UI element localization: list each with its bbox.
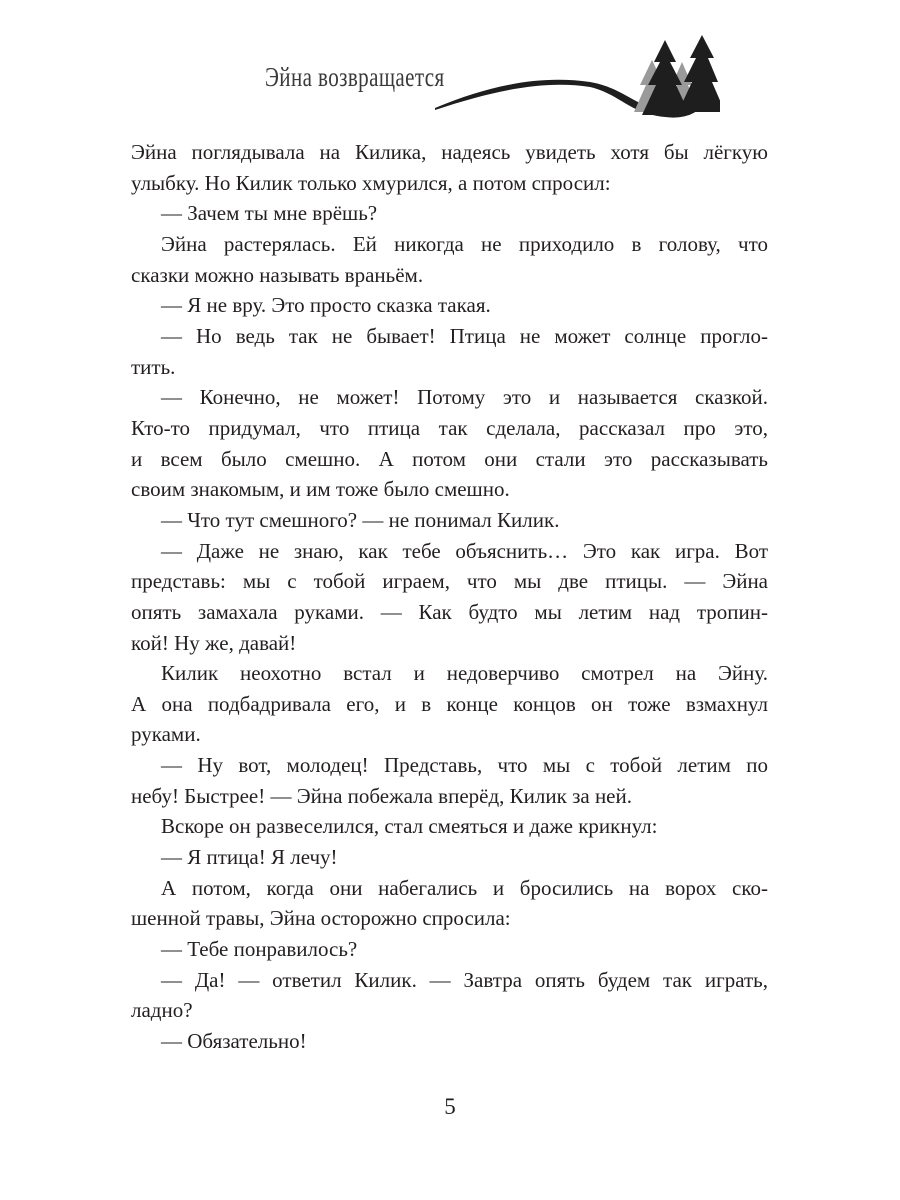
text-line: — Обязательно! <box>161 1029 307 1054</box>
paragraph <box>131 229 768 290</box>
text-line: Кто-то придумал, что птица так сделала, рассказал про это, <box>131 415 768 440</box>
text-line: Килик неохотно встал и недоверчиво смотрел на Эйну. <box>161 661 768 686</box>
text-line: сказки можно называть враньём. <box>131 262 424 287</box>
text-line: — Я не вру. Это просто сказка такая. <box>161 293 491 318</box>
paragraph <box>131 536 768 659</box>
paragraph <box>131 382 768 505</box>
paragraph <box>131 811 768 842</box>
paragraph <box>131 321 768 382</box>
paragraph <box>131 505 768 536</box>
text-line: — Что тут смешного? — не понимал Килик. <box>161 507 560 532</box>
paragraph <box>131 658 768 750</box>
text-line: шенной травы, Эйна осторожно спросила: <box>131 906 511 931</box>
text-line: улыбку. Но Килик только хмурился, а потом спросил: <box>131 170 611 195</box>
text-line: кой! Ну же, давай! <box>131 630 297 655</box>
page-number: 5 <box>444 1094 456 1119</box>
text-line: — Конечно, не может! Потому это и называется сказкой. <box>161 385 768 410</box>
text-line: тить. <box>131 354 176 379</box>
paragraph <box>131 137 768 198</box>
text-line: Вскоре он развеселился, стал смеяться и даже крикнул: <box>161 814 658 839</box>
text-line: А потом, когда они набегались и бросились на ворох ско- <box>161 875 768 900</box>
text-line: — Я птица! Я лечу! <box>161 845 338 870</box>
text-line: своим знакомым, и им тоже было смешно. <box>131 477 510 502</box>
text-line: Эйна растерялась. Ей никогда не приходило в голову, что <box>161 231 768 256</box>
paragraph <box>131 934 768 965</box>
paragraph <box>131 750 768 811</box>
text-line: руками. <box>131 722 201 747</box>
chapter-title: Эйна возвращается <box>265 62 445 92</box>
text-line: ладно? <box>131 998 193 1023</box>
paragraph <box>131 873 768 934</box>
body-text <box>131 137 768 1057</box>
text-line: опять замахала руками. — Как будто мы летим над тропин- <box>131 599 768 624</box>
text-line: А она подбадривала его, и в конце концов он тоже взмахнул <box>131 691 768 716</box>
paragraph <box>131 290 768 321</box>
text-line: — Ну вот, молодец! Представь, что мы с тобой летим по <box>161 753 768 778</box>
text-line: небу! Быстрее! — Эйна побежала вперёд, Килик за ней. <box>131 783 632 808</box>
paragraph <box>131 198 768 229</box>
text-line: — Зачем ты мне врёшь? <box>161 201 378 226</box>
text-line: — Но ведь так не бывает! Птица не может солнце прогло- <box>161 323 768 348</box>
text-line: — Да! — ответил Килик. — Завтра опять будем так играть, <box>161 967 768 992</box>
forest-hill-icon <box>420 30 720 120</box>
text-line: представь: мы с тобой играем, что мы две птицы. — Эйна <box>131 569 768 594</box>
text-line: — Даже не знаю, как тебе объяснить… Это как игра. Вот <box>161 538 768 563</box>
text-line: и всем было смешно. А потом они стали это рассказывать <box>131 446 768 471</box>
paragraph <box>131 1026 768 1057</box>
paragraph <box>131 965 768 1026</box>
text-line: Эйна поглядывала на Килика, надеясь увидеть хотя бы лёгкую <box>131 140 768 164</box>
text-line: — Тебе понравилось? <box>161 937 358 962</box>
paragraph <box>131 842 768 873</box>
